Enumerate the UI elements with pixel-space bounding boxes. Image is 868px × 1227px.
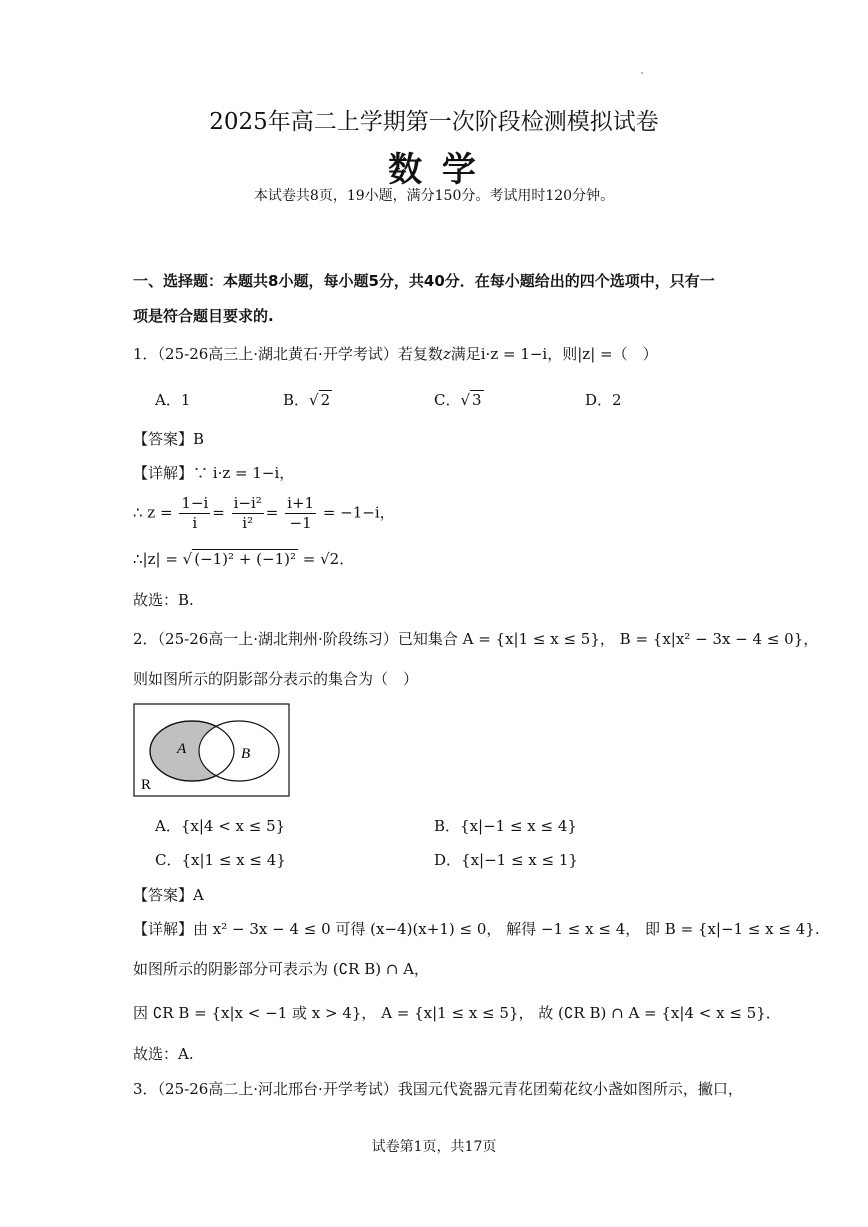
- q1-option-a: A．1: [155, 391, 191, 409]
- q1-detail-label: 【详解】: [133, 464, 194, 482]
- q1-detail-line2: ∴ z = $\frac{1-i}{i}$ = $\frac{\text{i−i²}}{\text{i²}}$ = $\frac{i+1}{-1}$ = −1−i，: [133, 494, 395, 532]
- q1-fraction-1: $\frac{1-i}{i}$: [181, 494, 209, 532]
- q1-fraction-3: $\frac{i+1}{-1}$: [287, 494, 315, 532]
- q1-line3-tail: = √2．: [302, 550, 355, 568]
- set-b-ellipse: [199, 721, 279, 781]
- q1-line2-prefix: ∴ z =: [133, 503, 173, 522]
- venn-label-b: B: [241, 746, 251, 762]
- section-heading-line1: 一、选择题：本题共8小题，每小题5分，共40分．在每小题给出的四个选项中，只有一: [133, 272, 715, 290]
- q1-stem-expr: i·z = 1−i: [480, 345, 548, 363]
- q2-option-b: B．{x|−1 ≤ x ≤ 4}: [434, 817, 577, 835]
- q3-stem-line1: 3．（25-26高二上·河北邢台·开学考试）我国元代瓷器元青花团菊花纹小盏如图所示，撇口，: [133, 1080, 743, 1098]
- subject-title: 数 学: [388, 150, 480, 190]
- q1-line3-prefix: ∴|z| =: [133, 550, 178, 568]
- exam-info: 本试卷共8页，19小题，满分150分。考试用时120分钟。: [253, 188, 615, 204]
- q1-fraction-2: $\frac{\text{i−i²}}{\text{i²}}$: [233, 494, 262, 532]
- q1-option-c-label: C．: [434, 391, 461, 409]
- q2-option-c: C．{x|1 ≤ x ≤ 4}: [155, 851, 286, 869]
- venn-diagram: [133, 703, 291, 799]
- q1-z-var: z: [442, 345, 451, 363]
- q1-option-c: C．√ 3: [434, 391, 482, 409]
- q1-line3-sqrt: (−1)² + (−1)²: [194, 550, 296, 568]
- q2-detail-line2: 如图所示的阴影部分可表示为 (∁R B) ∩ A，: [133, 960, 430, 978]
- q1-detail-line1: [133, 462, 294, 483]
- q2-stem-line1: 2．（25-26高一上·湖北荆州·阶段练习）已知集合 A = {x|1 ≤ x ≤ 5}， B = {x|x² − 3x − 4 ≤ 0}，: [133, 630, 819, 648]
- q1-option-d: D．2: [585, 391, 622, 409]
- section-heading-line2: 项是符合题目要求的.: [133, 307, 274, 325]
- q1-detail-text: ∵ i·z = 1−i，: [193, 464, 295, 482]
- q2-stem-line2: 则如图所示的阴影部分表示的集合为（ ）: [133, 670, 419, 688]
- q1-stem: [133, 343, 658, 364]
- q1-option-b: B．√ 2: [283, 391, 331, 409]
- venn-label-r: R: [141, 777, 152, 793]
- q2-answer: 【答案】A: [133, 886, 204, 904]
- q1-option-b-label: B．: [283, 391, 310, 409]
- q2-detail-line3: 因 ∁R B = {x|x < −1 或 x > 4}， A = {x|1 ≤ x ≤ 5}， 故 (∁R B) ∩ A = {x|4 < x ≤ 5}．: [133, 1004, 781, 1022]
- q2-detail-line1: 【详解】由 x² − 3x − 4 ≤ 0 可得 (x−4)(x+1) ≤ 0， 解得 −1 ≤ x ≤ 4， 即 B = {x|−1 ≤ x ≤ 4}.: [133, 920, 820, 938]
- q1-conclusion: 故选：B.: [133, 591, 194, 609]
- page-footer: 试卷第1页，共17页: [371, 1139, 497, 1155]
- q1-stem-mid: 满足: [450, 345, 481, 363]
- q1-option-c-value: 3: [472, 391, 482, 409]
- q2-conclusion: 故选：A.: [133, 1045, 194, 1063]
- q1-option-b-value: 2: [320, 391, 331, 409]
- venn-label-a: A: [177, 741, 187, 757]
- q2-option-a: A．{x|4 < x ≤ 5}: [155, 817, 286, 835]
- q1-line2-tail: = −1−i，: [322, 503, 395, 522]
- q1-stem-tail: ，则|z| =（ ）: [547, 345, 658, 363]
- scan-speck: [641, 72, 643, 74]
- q1-detail-line3: ∴|z| = √ (−1)² + (−1)² = √2．: [133, 550, 355, 568]
- q1-stem-prefix: 1．（25-26高三上·湖北黄石·开学考试）若复数: [133, 345, 443, 363]
- q2-option-d: D．{x|−1 ≤ x ≤ 1}: [434, 851, 578, 869]
- q1-answer: 【答案】B: [133, 430, 205, 448]
- exam-title: 2025年高二上学期第一次阶段检测模拟试卷: [209, 109, 659, 135]
